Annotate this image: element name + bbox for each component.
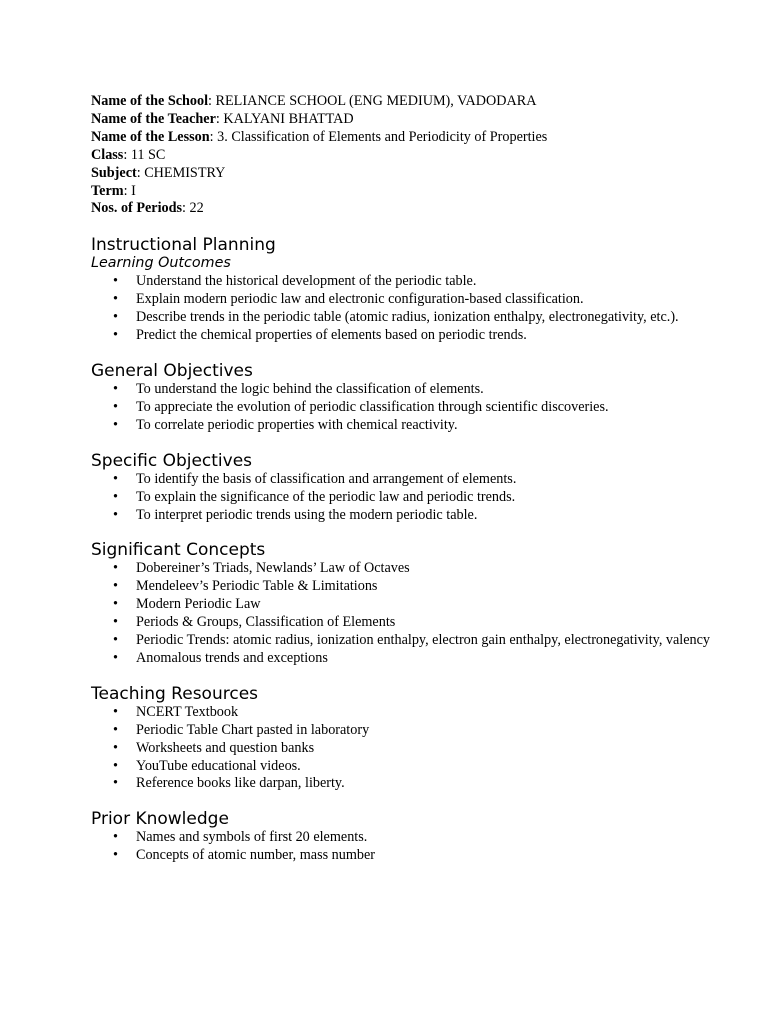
bullet-icon: • xyxy=(113,309,118,326)
bullet-icon: • xyxy=(113,847,118,864)
bullet-icon: • xyxy=(113,560,118,577)
term-value: I xyxy=(131,182,136,199)
lesson-value: 3. Classification of Elements and Periodicity of Properties xyxy=(217,128,548,145)
instructional-planning-heading: Instructional Planning xyxy=(91,235,276,256)
list-item xyxy=(91,489,711,507)
term-line xyxy=(91,183,711,201)
prior-knowledge-heading: Prior Knowledge xyxy=(91,809,229,830)
list-item xyxy=(91,309,711,327)
list-item-text: Mendeleev’s Periodic Table & Limitations xyxy=(136,578,378,595)
list-item xyxy=(91,740,711,758)
bullet-icon: • xyxy=(113,649,118,666)
bullet-icon: • xyxy=(113,506,118,523)
bullet-icon: • xyxy=(113,775,118,792)
school-label: Name of the School xyxy=(91,93,209,109)
bullet-icon: • xyxy=(113,380,118,397)
list-item-text: Understand the historical development of the periodic table. xyxy=(136,273,477,290)
class-line xyxy=(91,147,711,165)
list-item xyxy=(91,614,711,632)
list-item xyxy=(91,704,711,722)
bullet-icon: • xyxy=(113,614,118,631)
significant-concepts-list xyxy=(91,560,711,667)
bullet-icon: • xyxy=(113,291,118,308)
school-value: RELIANCE SCHOOL (ENG MEDIUM), VADODARA xyxy=(215,93,537,109)
list-item xyxy=(91,560,711,578)
bullet-icon: • xyxy=(113,721,118,738)
list-item xyxy=(91,417,711,435)
list-item-text: Reference books like darpan, liberty. xyxy=(136,775,345,792)
teacher-value: KALYANI BHATTAD xyxy=(223,110,354,127)
list-item-text: Names and symbols of first 20 elements. xyxy=(136,829,368,846)
term-separator: : xyxy=(123,182,132,199)
general-objectives-section xyxy=(91,361,711,435)
list-item xyxy=(91,471,711,489)
list-item-text: NCERT Textbook xyxy=(136,703,239,720)
significant-concepts-section xyxy=(91,540,711,667)
list-item-text: Describe trends in the periodic table (atomic radius, ionization enthalpy, electronegativity, etc.). xyxy=(136,309,679,326)
learning-outcomes-list xyxy=(91,273,711,345)
list-item xyxy=(91,291,711,309)
list-item-text: Explain modern periodic law and electronic configuration-based classification. xyxy=(136,291,584,308)
teacher-line xyxy=(91,111,711,129)
list-item-text: Concepts of atomic number, mass number xyxy=(136,847,375,864)
list-item xyxy=(91,507,711,525)
list-item-text: To understand the logic behind the classification of elements. xyxy=(136,380,484,397)
periods-label: Nos. of Periods xyxy=(91,200,183,217)
list-item-text: Dobereiner’s Triads, Newlands’ Law of Octaves xyxy=(136,560,410,577)
bullet-icon: • xyxy=(113,757,118,774)
specific-objectives-heading: Specific Objectives xyxy=(91,450,253,471)
list-item-text: To interpret periodic trends using the modern periodic table. xyxy=(136,506,478,523)
list-item-text: To correlate periodic properties with chemical reactivity. xyxy=(136,416,458,433)
significant-concepts-heading: Significant Concepts xyxy=(91,540,266,561)
general-objectives-list xyxy=(91,381,711,435)
list-item xyxy=(91,775,711,793)
learning-outcomes-heading: Learning Outcomes xyxy=(91,255,231,272)
subject-line xyxy=(91,165,711,183)
list-item xyxy=(91,399,711,417)
bullet-icon: • xyxy=(113,327,118,344)
bullet-icon: • xyxy=(113,632,118,649)
teaching-resources-heading: Teaching Resources xyxy=(91,683,259,704)
specific-objectives-list xyxy=(91,471,711,525)
lesson-label: Name of the Lesson xyxy=(91,128,210,145)
list-item xyxy=(91,632,711,650)
periods-line xyxy=(91,200,711,218)
list-item-text: Predict the chemical properties of elements based on periodic trends. xyxy=(136,327,527,344)
list-item-text: Worksheets and question banks xyxy=(136,739,315,756)
list-item-text: Periods & Groups, Classification of Elements xyxy=(136,614,396,631)
class-separator: : xyxy=(123,146,131,163)
list-item xyxy=(91,381,711,399)
general-objectives-heading: General Objectives xyxy=(91,360,253,381)
teacher-separator: : xyxy=(215,110,224,127)
list-item xyxy=(91,596,711,614)
class-value: 11 SC xyxy=(130,146,166,163)
term-label: Term xyxy=(91,182,124,199)
prior-knowledge-list xyxy=(91,829,711,865)
list-item-text: To appreciate the evolution of periodic classification through scientific discoveries. xyxy=(136,398,609,415)
teacher-label: Name of the Teacher xyxy=(91,110,216,127)
bullet-icon: • xyxy=(113,739,118,756)
bullet-icon: • xyxy=(113,273,118,290)
list-item xyxy=(91,829,711,847)
list-item-text: Anomalous trends and exceptions xyxy=(136,649,328,666)
list-item xyxy=(91,578,711,596)
list-item xyxy=(91,327,711,345)
bullet-icon: • xyxy=(113,416,118,433)
lesson-line xyxy=(91,129,711,147)
teaching-resources-list xyxy=(91,704,711,794)
list-item xyxy=(91,722,711,740)
list-item-text: YouTube educational videos. xyxy=(136,757,301,774)
list-item-text: To explain the significance of the periodic law and periodic trends. xyxy=(136,488,516,505)
periods-value: 22 xyxy=(189,200,204,217)
list-item xyxy=(91,847,711,865)
bullet-icon: • xyxy=(113,398,118,415)
teaching-resources-section xyxy=(91,684,711,794)
instructional-planning-section xyxy=(91,235,711,345)
list-item xyxy=(91,758,711,776)
periods-separator: : xyxy=(182,200,190,217)
list-item-text: Modern Periodic Law xyxy=(136,596,261,613)
bullet-icon: • xyxy=(113,703,118,720)
class-label: Class xyxy=(91,146,124,163)
specific-objectives-section xyxy=(91,451,711,525)
list-item-text: Periodic Trends: atomic radius, ionization enthalpy, electron gain enthalpy, electronegativity, valency xyxy=(136,632,711,649)
list-item xyxy=(91,650,711,668)
list-item xyxy=(91,273,711,291)
header-info xyxy=(91,93,711,218)
lesson-separator: : xyxy=(209,128,218,145)
list-item-text: Periodic Table Chart pasted in laboratory xyxy=(136,721,370,738)
prior-knowledge-section xyxy=(91,809,711,865)
subject-label: Subject xyxy=(91,164,137,181)
lesson-plan-page xyxy=(91,93,711,865)
bullet-icon: • xyxy=(113,829,118,846)
school-separator: : xyxy=(208,93,216,109)
bullet-icon: • xyxy=(113,470,118,487)
subject-value: CHEMISTRY xyxy=(144,164,226,181)
bullet-icon: • xyxy=(113,596,118,613)
subject-separator: : xyxy=(136,164,145,181)
school-line xyxy=(91,93,711,111)
bullet-icon: • xyxy=(113,578,118,595)
bullet-icon: • xyxy=(113,488,118,505)
list-item-text: To identify the basis of classification and arrangement of elements. xyxy=(136,470,517,487)
